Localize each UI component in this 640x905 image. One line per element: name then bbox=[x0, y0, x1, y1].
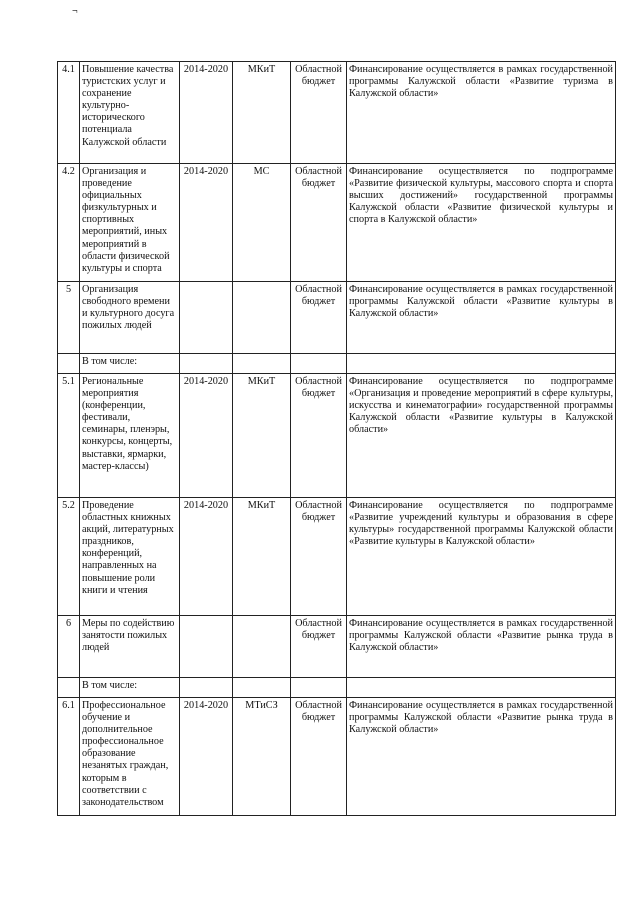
measure-name-cell: Проведение областных книжных акций, литературных праздников, конференций, направленных на повышение роли книги и чтения bbox=[80, 498, 180, 616]
period-cell: 2014-2020 bbox=[180, 698, 233, 816]
period-cell bbox=[180, 282, 233, 354]
table-row bbox=[58, 698, 616, 816]
funding-source-cell: Областной бюджет bbox=[291, 698, 347, 816]
funding-note-cell bbox=[347, 354, 616, 374]
funding-note-cell: Финансирование осуществляется по подпрограмме «Развитие физической культуры, массового спорта и спорта высших достижений» государственной программы Калужской области «Развитие физической культуры и спорта в Калужской области» bbox=[347, 164, 616, 282]
period-cell: 2014-2020 bbox=[180, 164, 233, 282]
executor-cell bbox=[233, 282, 291, 354]
measure-name-cell: Организация и проведение официальных физкультурных и спортивных мероприятий, иных мероприятий в области физической культуры и спорта bbox=[80, 164, 180, 282]
row-number-cell: 4.1 bbox=[58, 62, 80, 164]
funding-source-cell bbox=[291, 354, 347, 374]
funding-note-cell: Финансирование осуществляется в рамках государственной программы Калужской области «Развитие туризма в Калужской области» bbox=[347, 62, 616, 164]
executor-cell: МКиТ bbox=[233, 374, 291, 498]
table-row bbox=[58, 62, 616, 164]
table-row bbox=[58, 498, 616, 616]
period-cell: 2014-2020 bbox=[180, 62, 233, 164]
funding-source-cell: Областной бюджет bbox=[291, 374, 347, 498]
measures-table bbox=[57, 61, 616, 816]
executor-cell: МС bbox=[233, 164, 291, 282]
row-number-cell bbox=[58, 678, 80, 698]
row-number-cell: 6.1 bbox=[58, 698, 80, 816]
period-cell bbox=[180, 616, 233, 678]
executor-cell: МКиТ bbox=[233, 62, 291, 164]
row-number-cell bbox=[58, 354, 80, 374]
period-cell bbox=[180, 678, 233, 698]
header-mark: ¬ bbox=[72, 6, 78, 17]
funding-note-cell: Финансирование осуществляется по подпрограмме «Организация и проведение мероприятий в сфере культуры, искусства и кинематографии» государственной программы Калужской области «Развитие культуры в Калужской области» bbox=[347, 374, 616, 498]
period-cell bbox=[180, 354, 233, 374]
executor-cell bbox=[233, 616, 291, 678]
row-number-cell: 5 bbox=[58, 282, 80, 354]
period-cell: 2014-2020 bbox=[180, 374, 233, 498]
executor-cell: МТиСЗ bbox=[233, 698, 291, 816]
executor-cell bbox=[233, 678, 291, 698]
funding-source-cell: Областной бюджет bbox=[291, 282, 347, 354]
measure-name-cell: Профессиональное обучение и дополнительное профессиональное образование незанятых граждан, которым в соответствии с законодательством bbox=[80, 698, 180, 816]
table-body bbox=[58, 62, 616, 816]
measure-name-cell: В том числе: bbox=[80, 678, 180, 698]
table-row bbox=[58, 354, 616, 374]
funding-source-cell: Областной бюджет bbox=[291, 616, 347, 678]
table-row bbox=[58, 374, 616, 498]
measure-name-cell: Повышение качества туристских услуг и сохранение культурно-исторического потенциала Калужской области bbox=[80, 62, 180, 164]
measure-name-cell: Организация свободного времени и культурного досуга пожилых людей bbox=[80, 282, 180, 354]
table-row bbox=[58, 282, 616, 354]
row-number-cell: 6 bbox=[58, 616, 80, 678]
funding-note-cell: Финансирование осуществляется по подпрограмме «Развитие учреждений культуры и образования в сфере культуры» государственной программы Калужской области «Развитие культуры в Калужской области» bbox=[347, 498, 616, 616]
measure-name-cell: Меры по содействию занятости пожилых людей bbox=[80, 616, 180, 678]
funding-note-cell: Финансирование осуществляется в рамках государственной программы Калужской области «Развитие культуры в Калужской области» bbox=[347, 282, 616, 354]
row-number-cell: 4.2 bbox=[58, 164, 80, 282]
table-row bbox=[58, 678, 616, 698]
funding-source-cell bbox=[291, 678, 347, 698]
funding-note-cell: Финансирование осуществляется в рамках государственной программы Калужской области «Развитие рынка труда в Калужской области» bbox=[347, 616, 616, 678]
measure-name-cell: Региональные мероприятия (конференции, фестивали, семинары, пленэры, конкурсы, концерты, выставки, ярмарки, мастер-классы) bbox=[80, 374, 180, 498]
executor-cell bbox=[233, 354, 291, 374]
row-number-cell: 5.2 bbox=[58, 498, 80, 616]
table-row bbox=[58, 164, 616, 282]
funding-source-cell: Областной бюджет bbox=[291, 164, 347, 282]
measure-name-cell: В том числе: bbox=[80, 354, 180, 374]
funding-note-cell: Финансирование осуществляется в рамках государственной программы Калужской области «Развитие рынка труда в Калужской области» bbox=[347, 698, 616, 816]
row-number-cell: 5.1 bbox=[58, 374, 80, 498]
funding-source-cell: Областной бюджет bbox=[291, 62, 347, 164]
funding-source-cell: Областной бюджет bbox=[291, 498, 347, 616]
table-row bbox=[58, 616, 616, 678]
funding-note-cell bbox=[347, 678, 616, 698]
executor-cell: МКиТ bbox=[233, 498, 291, 616]
period-cell: 2014-2020 bbox=[180, 498, 233, 616]
